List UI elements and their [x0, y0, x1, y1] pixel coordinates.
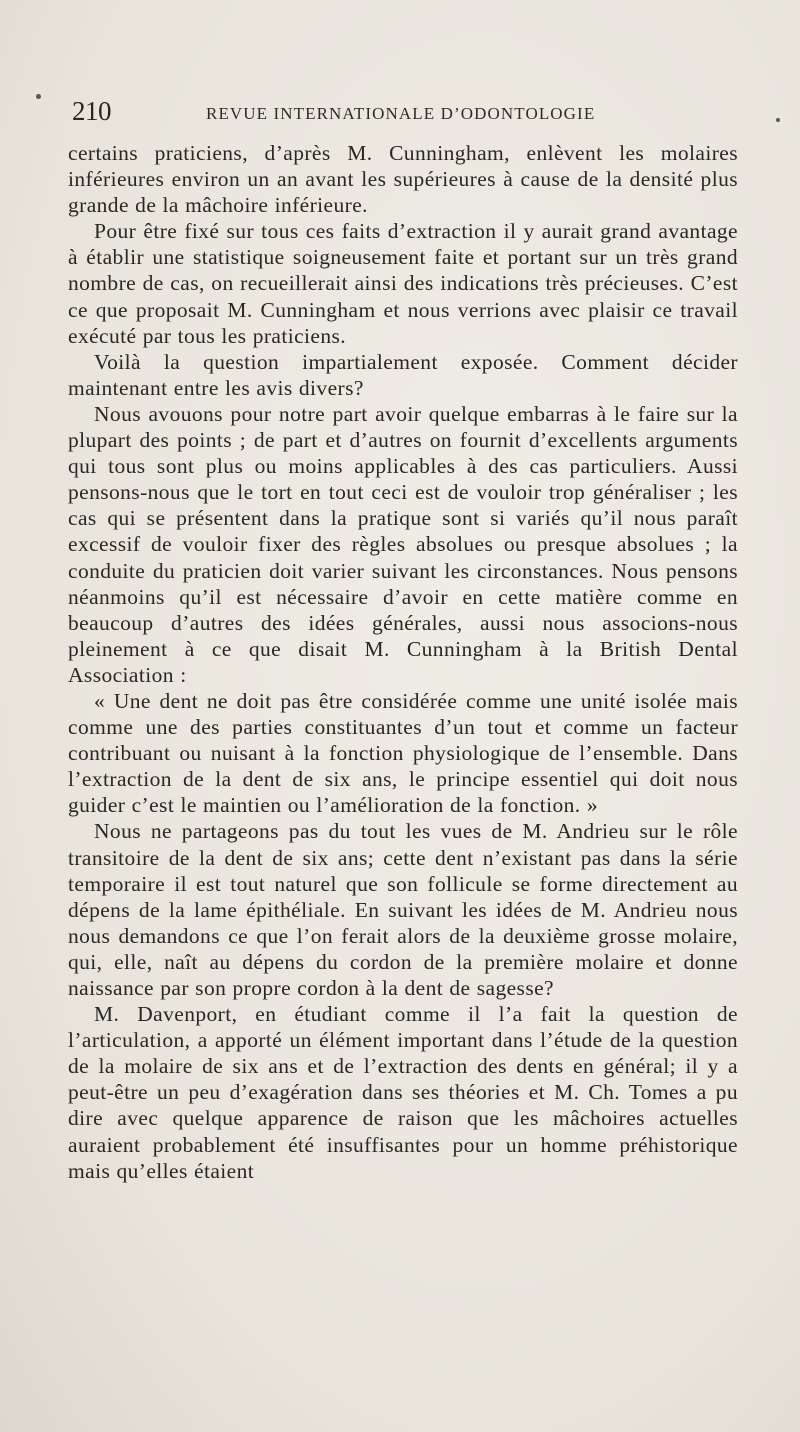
paragraph: Pour être fixé sur tous ces faits d’extraction il y aurait grand avantage à établir une statistique soigneusement faite et portant sur un très grand nombre de cas, on recueillerait ainsi des indications très précieuses. C’est ce que proposait M. Cunningham et nous verrions avec plaisir ce travail exécuté par tous les praticiens. — [68, 219, 738, 348]
page-number: 210 — [72, 96, 111, 126]
page-header — [72, 96, 736, 128]
paragraph: certains praticiens, d’après M. Cunningham, enlèvent les molaires inférieures environ un an avant les supérieures à cause de la densité plus grande de la mâchoire inférieure. — [68, 141, 738, 218]
paragraph: Nous avouons pour notre part avoir quelque embarras à le faire sur la plupart des points ; de part et d’autres on fournit d’excellents arguments qui tous sont plus ou moins applicables à des cas particuliers. Aussi pensons-nous que le tort en tout ceci est de vouloir trop généraliser ; les cas qui se présentent dans la pratique sont si variés qu’il nous paraît excessif de vouloir fixer des règles absolues ou presque absolues ; la conduite du praticien doit varier suivant les circonstances. Nous pensons néanmoins qu’il est nécessaire d’avoir en cette matière comme en beaucoup d’autres des idées générales, aussi nous associons-nous pleinement à ce que disait M. Cunningham à la British Dental Association : — [68, 401, 738, 687]
scan-speck — [776, 118, 780, 122]
paragraph: Voilà la question impartialement exposée. Comment décider maintenant entre les avis divers? — [68, 349, 738, 400]
scan-speck — [36, 94, 41, 99]
paragraph: Nous ne partageons pas du tout les vues de M. Andrieu sur le rôle transitoire de la dent de six ans; cette dent n’existant pas dans la série temporaire il est tout naturel que son follicule se forme directement au dépens de la lame épithéliale. En suivant les idées de M. Andrieu nous nous demandons ce que l’on ferait alors de la deuxième grosse molaire, qui, elle, naît au dépens du cordon de la première molaire et donne naissance par son propre cordon à la dent de sagesse? — [68, 819, 738, 1000]
running-title: REVUE INTERNATIONALE D’ODONTOLOGIE — [206, 104, 596, 123]
body-text — [68, 140, 738, 1184]
quotation-paragraph: « Une dent ne doit pas être considérée comme une unité isolée mais comme une des parties constituantes d’un tout et comme un facteur contribuant ou nuisant à la fonction physiologique de l’ensemble. Dans l’extraction de la dent de six ans, le principe essentiel qui doit nous guider c’est le maintien ou l’amélioration de la fonction. » — [68, 688, 738, 818]
paragraph: M. Davenport, en étudiant comme il l’a fait la question de l’articulation, a apporté un élément important dans l’étude de la question de la molaire de six ans et de l’extraction des dents en général; il y a peut-être un peu d’exagération dans ses théories et M. Ch. Tomes a pu dire avec quelque apparence de raison que les mâchoires actuelles auraient probablement été insuffisantes pour un homme préhistorique mais qu’elles étaient — [68, 1002, 738, 1183]
